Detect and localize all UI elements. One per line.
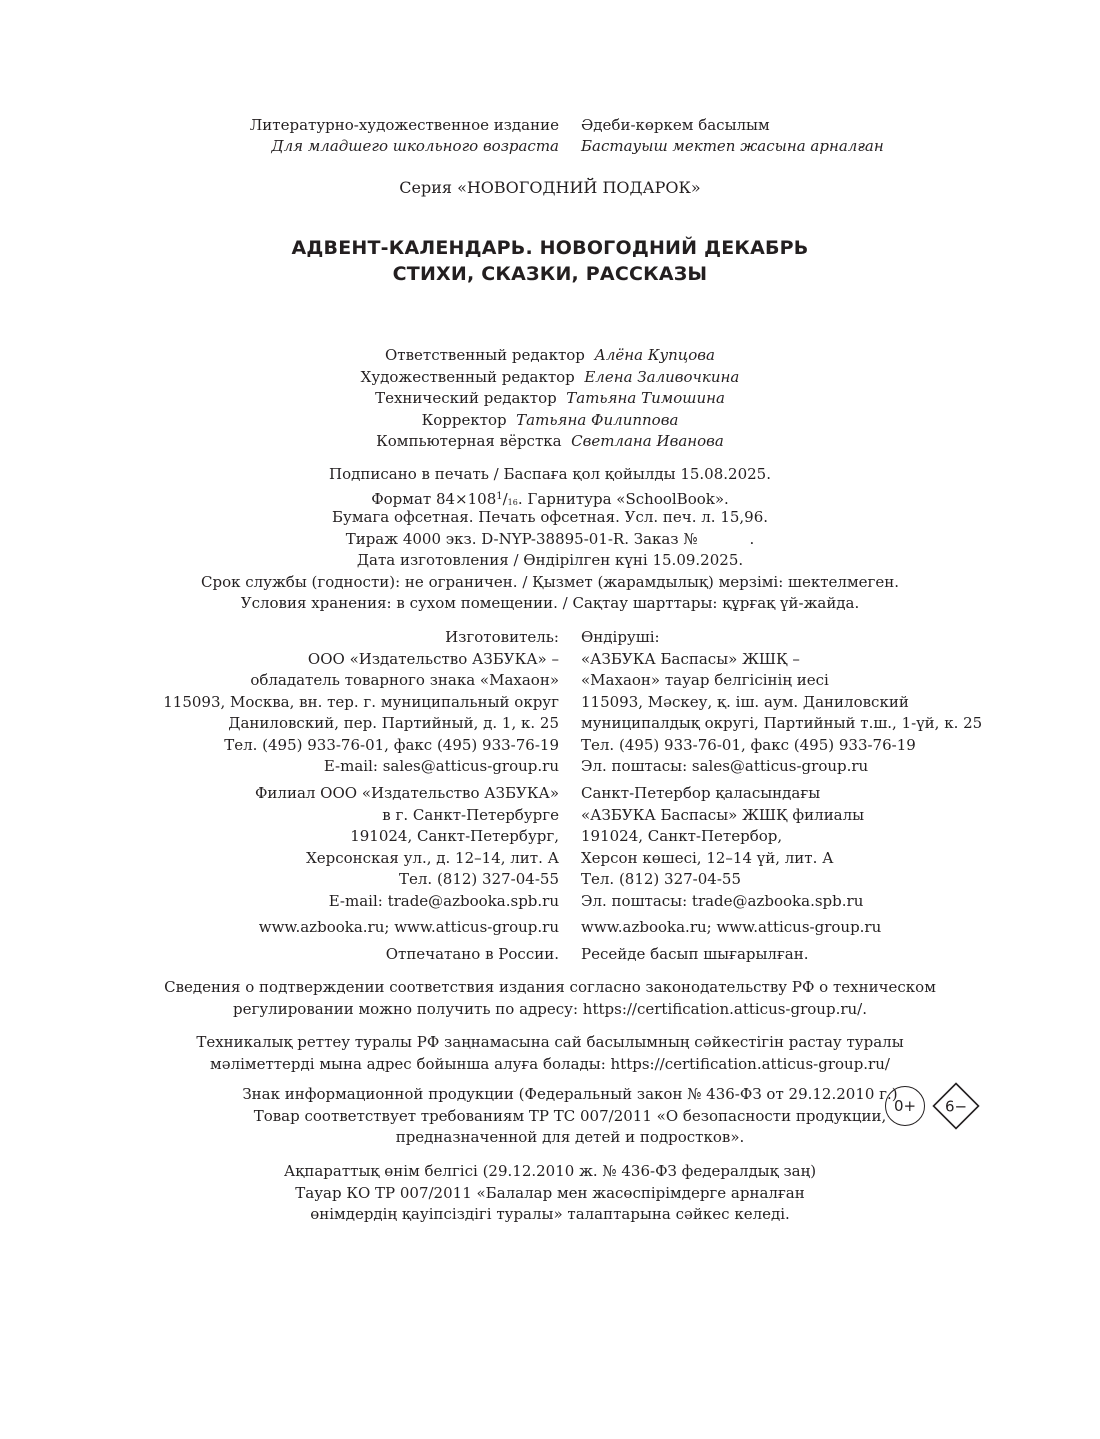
certification-ru-line: регулировании можно получить по адресу: https://certification.atticus-group.ru/. <box>233 999 867 1018</box>
book-title-line1: АДВЕНТ-КАЛЕНДАРЬ. НОВОГОДНИЙ ДЕКАБРЬ <box>291 237 809 259</box>
credit-line <box>0 410 1100 432</box>
branch-kz-line: 191024, Санкт-Петербор, <box>581 827 783 845</box>
credit-line <box>0 431 1100 453</box>
credit-name: Татьяна Тимошина <box>566 389 725 407</box>
manufacturer-ru-line: Изготовитель: <box>445 628 559 646</box>
format-prefix: Формат 84×108 <box>371 489 497 508</box>
printed-kz: Ресейде басып шығарылған. <box>581 945 809 963</box>
format-slash: / <box>502 489 508 508</box>
genre-kz: Әдеби-көркем басылым <box>581 116 770 134</box>
manufacturer-kz-line: 115093, Мәскеу, қ. іш. аум. Даниловский <box>581 692 909 711</box>
age-group-text: 6− <box>944 1097 968 1116</box>
manufacturer-kz-line: Тел. (495) 933-76-01, факс (495) 933-76-19 <box>581 735 916 754</box>
website-ru: www.azbooka.ru; www.atticus-group.ru <box>258 918 559 936</box>
manufacturer-kz-line: Өндіруші: <box>581 628 660 646</box>
certification-kz-line: мәліметтерді мына адрес бойынша алуға болады: https://certification.atticus-group.ru/ <box>210 1054 890 1073</box>
info-sign-kz-line: өнімдердің қауіпсіздігі туралы» талаптарына сәйкес келеді. <box>310 1205 790 1223</box>
storage-conditions: Условия хранения: в сухом помещении. / Сақтау шарттары: құрғақ үй-жайда. <box>240 594 860 612</box>
manufacturer-kz-line: Эл. поштасы: sales@atticus-group.ru <box>581 757 869 775</box>
age-ru: Для младшего школьного возраста <box>271 137 559 155</box>
credit-role: Корректор <box>421 410 507 429</box>
credit-role: Компьютерная вёрстка <box>376 432 562 450</box>
certification-kz-line: Техникалық реттеу туралы РФ заңнамасына сай басылымның сәйкестігін растау туралы <box>196 1033 904 1051</box>
info-sign-ru-line: Товар соответствует требованиям ТР ТС 007/2011 «О безопасности продукции, <box>253 1106 887 1125</box>
made-date: Дата изготовления / Өндірілген күні 15.09.2025. <box>356 551 744 569</box>
genre-ru: Литературно-художественное издание <box>249 116 559 134</box>
age-group-badge <box>932 1082 980 1130</box>
branch-ru-line: Филиал ООО «Издательство АЗБУКА» <box>254 784 559 802</box>
credit-name: Светлана Иванова <box>571 432 724 450</box>
manufacturer-ru-line: ООО «Издательство АЗБУКА» – <box>307 649 559 668</box>
age-rating-badge <box>885 1086 925 1126</box>
branch-kz-line: Санкт-Петербор қаласындағы <box>581 784 821 802</box>
website-kz: www.azbooka.ru; www.atticus-group.ru <box>581 918 882 936</box>
info-sign-kz-line: Тауар КО ТР 007/2011 «Балалар мен жасөспірімдерге арналған <box>295 1183 805 1202</box>
credit-role: Технический редактор <box>375 389 557 407</box>
printed-ru: Отпечатано в России. <box>385 945 559 963</box>
info-sign-kz-line: Ақпараттық өнім белгісі (29.12.2010 ж. № 436-ФЗ федералдық заң) <box>283 1162 817 1180</box>
signed-to-print: Подписано в печать / Баспаға қол қойылды 15.08.2025. <box>329 465 771 483</box>
run-end: . <box>749 529 755 548</box>
format-suffix: . Гарнитура «SchoolBook». <box>517 489 729 508</box>
branch-ru-line: Херсонская ул., д. 12–14, лит. А <box>306 848 559 867</box>
format-numerator: 1 <box>496 490 503 502</box>
credit-line <box>0 345 1100 367</box>
diamond-icon <box>932 1082 980 1130</box>
branch-ru-line: E-mail: trade@azbooka.spb.ru <box>328 891 559 910</box>
age-rating-text: 0+ <box>893 1097 917 1115</box>
book-title-line2: СТИХИ, СКАЗКИ, РАССКАЗЫ <box>392 263 708 285</box>
credit-role: Ответственный редактор <box>385 346 585 364</box>
manufacturer-ru-line: Тел. (495) 933-76-01, факс (495) 933-76-19 <box>224 735 559 754</box>
run-line <box>0 529 1100 551</box>
shelf-life: Срок службы (годности): не ограничен. / Қызмет (жарамдылық) мерзімі: шектелмеген. <box>201 572 899 591</box>
run-text: Тираж 4000 экз. D-NYP-38895-01-R. Заказ № <box>345 529 698 548</box>
manufacturer-ru-line: E-mail: sales@atticus-group.ru <box>323 757 559 775</box>
manufacturer-kz-line: муниципалдық округі, Партийный т.ш., 1-үй, к. 25 <box>581 714 983 732</box>
info-sign-ru-line: предназначенной для детей и подростков». <box>395 1128 745 1146</box>
age-kz: Бастауыш мектеп жасына арналған <box>581 137 884 155</box>
branch-kz-line: Тел. (812) 327-04-55 <box>581 870 741 888</box>
manufacturer-kz-line: «Махаон» тауар белгісінің иесі <box>581 671 829 689</box>
manufacturer-ru-line: 115093, Москва, вн. тер. г. муниципальный округ <box>163 692 559 711</box>
branch-ru-line: 191024, Санкт-Петербург, <box>350 827 559 845</box>
series: Серия «НОВОГОДНИЙ ПОДАРОК» <box>399 178 701 197</box>
credit-line <box>0 367 1100 389</box>
info-sign-ru-line: Знак информационной продукции (Федеральный закон № 436-ФЗ от 29.12.2010 г.) <box>242 1085 898 1103</box>
manufacturer-kz-line: «АЗБУКА Баспасы» ЖШҚ – <box>581 649 800 668</box>
certification-ru-line: Сведения о подтверждении соответствия издания согласно законодательству РФ о техническом <box>164 978 936 996</box>
credit-name: Алёна Купцова <box>594 346 715 364</box>
branch-ru-line: Тел. (812) 327-04-55 <box>399 870 559 888</box>
credit-name: Татьяна Филиппова <box>516 410 679 429</box>
branch-ru-line: в г. Санкт-Петербурге <box>382 805 559 824</box>
credit-name: Елена Заливочкина <box>584 367 740 386</box>
paper-line: Бумага офсетная. Печать офсетная. Усл. печ. л. 15,96. <box>331 508 769 526</box>
manufacturer-ru-line: обладатель товарного знака «Махаон» <box>250 671 559 689</box>
credit-role: Художественный редактор <box>360 367 575 386</box>
credit-line <box>0 388 1100 410</box>
branch-kz-line: «АЗБУКА Баспасы» ЖШҚ филиалы <box>581 805 865 824</box>
format-denominator: 16 <box>507 497 518 507</box>
manufacturer-ru-line: Даниловский, пер. Партийный, д. 1, к. 25 <box>228 714 559 732</box>
branch-kz-line: Херсон көшесі, 12–14 үй, лит. А <box>581 848 834 867</box>
branch-kz-line: Эл. поштасы: trade@azbooka.spb.ru <box>581 891 864 910</box>
